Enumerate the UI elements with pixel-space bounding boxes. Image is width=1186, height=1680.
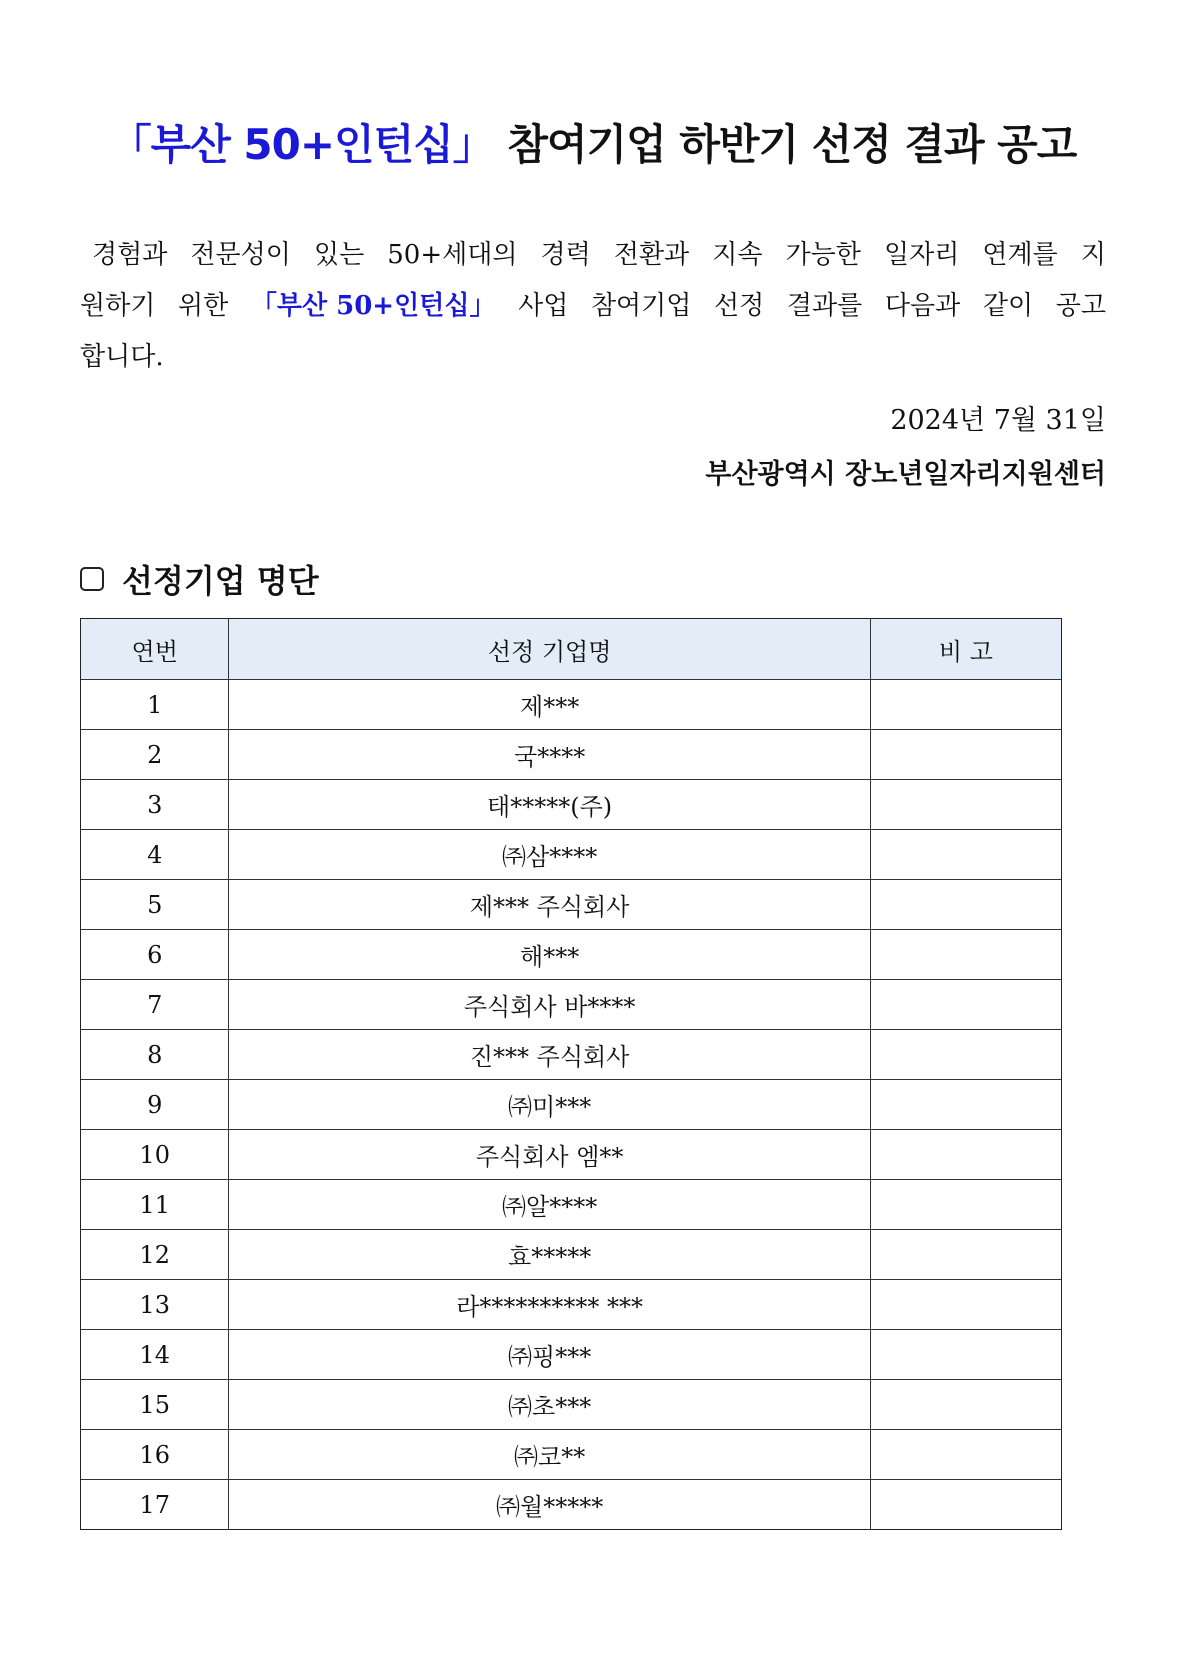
- intro-word: 있는: [313, 240, 365, 270]
- table-row: [81, 1430, 1062, 1480]
- cell-note: [870, 730, 1061, 780]
- cell-company-name: 주식회사 바****: [229, 980, 870, 1030]
- table-row: [81, 980, 1062, 1030]
- intro-word: 경험과: [92, 240, 168, 270]
- cell-no: 14: [81, 1330, 229, 1380]
- cell-no: 12: [81, 1230, 229, 1280]
- intro-word: 결과를: [786, 291, 863, 321]
- intro-word: 같이: [982, 291, 1034, 321]
- cell-note: [870, 1280, 1061, 1330]
- table-row: [81, 680, 1062, 730]
- cell-company-name: 제***: [229, 680, 870, 730]
- cell-note: [870, 680, 1061, 730]
- cell-company-name: 주식회사 엠**: [229, 1130, 870, 1180]
- cell-company-name: 국****: [229, 730, 870, 780]
- cell-company-name: ㈜초***: [229, 1380, 870, 1430]
- cell-note: [870, 1330, 1061, 1380]
- cell-note: [870, 1480, 1061, 1530]
- cell-company-name: ㈜삼****: [229, 830, 870, 880]
- selected-companies-table: [80, 618, 1062, 1530]
- cell-no: 16: [81, 1430, 229, 1480]
- intro-word: 사업: [518, 291, 569, 321]
- intro-word: 참여기업: [590, 291, 692, 321]
- intro-word: 지: [1080, 240, 1106, 270]
- checkbox-icon: [80, 567, 104, 591]
- cell-no: 5: [81, 880, 229, 930]
- table-row: [81, 1080, 1062, 1130]
- intro-word: 50+세대의: [387, 240, 518, 270]
- intro-program-name: 「부산 50+인턴십」: [250, 291, 496, 321]
- cell-note: [870, 1380, 1061, 1430]
- cell-company-name: ㈜코**: [229, 1430, 870, 1480]
- title-program-name: 「부산 50+인턴십」: [109, 120, 494, 169]
- intro-word: 가능한: [785, 240, 861, 270]
- cell-company-name: ㈜핑***: [229, 1330, 870, 1380]
- table-row: [81, 780, 1062, 830]
- intro-word: 일자리: [883, 240, 960, 270]
- intro-word: 지속: [712, 240, 763, 270]
- table-row: [81, 1330, 1062, 1380]
- cell-no: 15: [81, 1380, 229, 1430]
- intro-word: 다음과: [884, 291, 961, 321]
- cell-note: [870, 830, 1061, 880]
- cell-note: [870, 1080, 1061, 1130]
- intro-line-2: [80, 281, 1106, 332]
- cell-company-name: 태*****(주): [229, 780, 870, 830]
- intro-word: 연계를: [982, 240, 1058, 270]
- cell-company-name: ㈜알****: [229, 1180, 870, 1230]
- cell-no: 10: [81, 1130, 229, 1180]
- cell-no: 1: [81, 680, 229, 730]
- cell-no: 7: [81, 980, 229, 1030]
- document-title: [0, 112, 1186, 172]
- section-heading: [80, 556, 319, 602]
- header-note: 비 고: [870, 619, 1061, 680]
- intro-paragraph: [80, 230, 1106, 383]
- cell-company-name: ㈜미***: [229, 1080, 870, 1130]
- header-no: 연번: [81, 619, 229, 680]
- intro-word: 선정: [714, 291, 765, 321]
- cell-note: [870, 880, 1061, 930]
- cell-note: [870, 1180, 1061, 1230]
- cell-company-name: ㈜월*****: [229, 1480, 870, 1530]
- cell-no: 8: [81, 1030, 229, 1080]
- table-row: [81, 1480, 1062, 1530]
- cell-note: [870, 1230, 1061, 1280]
- intro-word: 경력: [540, 240, 591, 270]
- cell-company-name: 진*** 주식회사: [229, 1030, 870, 1080]
- cell-note: [870, 1130, 1061, 1180]
- intro-word: 원하기: [80, 291, 156, 321]
- cell-note: [870, 1430, 1061, 1480]
- table-row: [81, 1030, 1062, 1080]
- table-row: [81, 1180, 1062, 1230]
- cell-no: 11: [81, 1180, 229, 1230]
- cell-company-name: 라********** ***: [229, 1280, 870, 1330]
- cell-no: 3: [81, 780, 229, 830]
- cell-note: [870, 1030, 1061, 1080]
- cell-no: 13: [81, 1280, 229, 1330]
- intro-word: 위한: [177, 291, 229, 321]
- cell-no: 6: [81, 930, 229, 980]
- title-text: 참여기업 하반기 선정 결과 공고: [507, 120, 1077, 169]
- table-row: [81, 880, 1062, 930]
- table-row: [81, 730, 1062, 780]
- table-row: [81, 1280, 1062, 1330]
- intro-word: 전문성이: [190, 240, 291, 270]
- intro-line-1: [80, 230, 1106, 281]
- cell-no: 17: [81, 1480, 229, 1530]
- cell-company-name: 효*****: [229, 1230, 870, 1280]
- cell-no: 2: [81, 730, 229, 780]
- table-header-row: [81, 619, 1062, 680]
- cell-note: [870, 930, 1061, 980]
- cell-company-name: 제*** 주식회사: [229, 880, 870, 930]
- cell-note: [870, 980, 1061, 1030]
- table-row: [81, 1130, 1062, 1180]
- cell-no: 9: [81, 1080, 229, 1130]
- table-row: [81, 1380, 1062, 1430]
- table-row: [81, 830, 1062, 880]
- section-title: 선정기업 명단: [122, 562, 319, 600]
- intro-word: 공고: [1055, 291, 1106, 321]
- cell-note: [870, 780, 1061, 830]
- header-company-name: 선정 기업명: [229, 619, 870, 680]
- intro-line-3: 합니다.: [80, 342, 164, 372]
- intro-word: 전환과: [613, 240, 690, 270]
- cell-company-name: 해***: [229, 930, 870, 980]
- issuing-organization: 부산광역시 장노년일자리지원센터: [705, 459, 1106, 490]
- table-row: [81, 1230, 1062, 1280]
- cell-no: 4: [81, 830, 229, 880]
- announcement-date: 2024년 7월 31일: [890, 405, 1106, 436]
- table-row: [81, 930, 1062, 980]
